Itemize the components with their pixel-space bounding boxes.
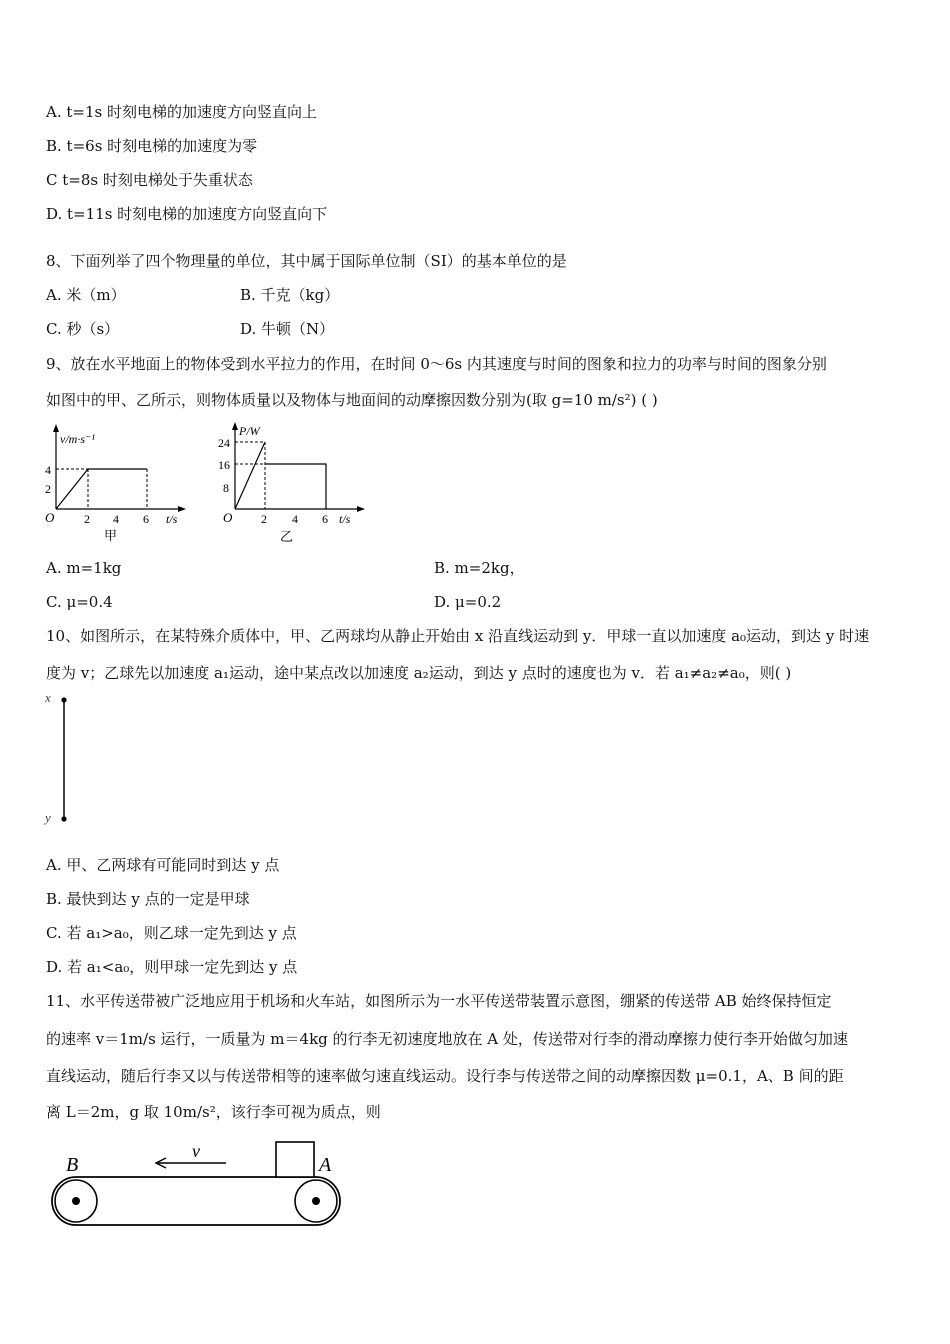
p-xtick-6: 6 [322,512,328,526]
v-xtick-2: 2 [84,512,90,526]
q7-option-d: D. t=11s 时刻电梯的加速度方向竖直向下 [46,205,328,223]
q11-line1: 11、水平传送带被广泛地应用于机场和火车站，如图所示为一水平传送带装置示意图，绷紧的传送带 AB 始终保持恒定 [46,992,832,1010]
p-time-axis-label: t/s [339,512,351,526]
p-xtick-4: 4 [292,512,298,526]
label-b: B [66,1154,79,1176]
xy-path-figure [40,688,80,828]
label-x: x [45,690,51,705]
v-axis-label: v/m·s⁻¹ [60,432,95,446]
q9-option-c: C. μ=0.4 [46,593,113,611]
q10-option-d: D. 若 a₁<a₀，则甲球一定先到达 y 点 [46,958,298,976]
q7-option-c: C t=8s 时刻电梯处于失重状态 [46,171,253,189]
q10-stem-line2: 度为 v；乙球先以加速度 a₁运动，途中某点改以加速度 a₂运动，到达 y 点时的速度也为 v．若 a₁≠a₂≠a₀，则( ) [46,664,792,682]
q10-option-a: A. 甲、乙两球有可能同时到达 y 点 [46,856,280,874]
q8-stem: 8、下面列举了四个物理量的单位，其中属于国际单位制（SI）的基本单位的是 [46,252,567,270]
q8-option-b: B. 千克（kg） [240,286,340,304]
p-origin-label: O [223,510,233,525]
q9-stem-line2: 如图中的甲、乙所示，则物体质量以及物体与地面间的动摩擦因数分别为(取 g=10 m/s²) ( ) [46,391,658,409]
q10-stem-line1: 10、如图所示，在某特殊介质体中，甲、乙两球均从静止开始由 x 沿直线运动到 y．甲球一直以加速度 a₀运动，到达 y 时速 [46,627,870,645]
q11-line2: 的速率 v＝1m/s 运行，一质量为 m＝4kg 的行李无初速度地放在 A 处，传送带对行李的滑动摩擦力使行李开始做匀加速 [46,1030,848,1048]
p-ytick-16: 16 [218,458,230,472]
point-x [61,697,66,702]
label-y: y [45,810,51,825]
graph-p-caption: 乙 [280,529,294,544]
p-ytick-8: 8 [223,481,229,495]
v-ytick-4: 4 [45,463,51,477]
q8-option-d: D. 牛顿（N） [240,320,335,338]
luggage-box [276,1142,314,1177]
label-v: v [192,1141,200,1161]
q7-option-b: B. t=6s 时刻电梯的加速度为零 [46,137,258,155]
q11-line3: 直线运动，随后行李又以与传送带相等的速率做匀速直线运动。设行李与传送带之间的动摩擦因数 μ=0.1，A、B 间的距 [46,1067,844,1085]
v-ytick-2: 2 [45,482,51,496]
q9-option-d: D. μ=0.2 [434,593,502,611]
point-y [61,816,66,821]
velocity-time-graph [40,418,200,546]
q11-line4: 离 L＝2m，g 取 10m/s²，该行李可视为质点，则 [46,1103,381,1121]
q9-option-b: B. m=2kg， [434,559,525,577]
graph-v-caption: 甲 [104,528,118,543]
v-xtick-6: 6 [143,512,149,526]
q10-option-c: C. 若 a₁>a₀，则乙球一定先到达 y 点 [46,924,297,942]
q9-stem-line1: 9、放在水平地面上的物体受到水平拉力的作用，在时间 0～6s 内其速度与时间的图象和拉力的功率与时间的图象分别 [46,355,827,373]
power-time-graph [215,418,375,546]
v-xtick-4: 4 [113,512,119,526]
q8-option-c: C. 秒（s） [46,320,120,338]
q7-option-a: A. t=1s 时刻电梯的加速度方向竖直向上 [46,103,317,121]
q9-option-a: A. m=1kg [46,559,122,577]
v-origin-label: O [45,510,55,525]
v-time-axis-label: t/s [166,512,178,526]
q10-option-b: B. 最快到达 y 点的一定是甲球 [46,890,250,908]
conveyor-belt-figure [46,1136,346,1234]
q8-option-a: A. 米（m） [46,286,126,304]
p-axis-label: P/W [239,424,260,438]
p-xtick-2: 2 [261,512,267,526]
p-ytick-24: 24 [218,436,230,450]
label-a: A [319,1154,332,1176]
